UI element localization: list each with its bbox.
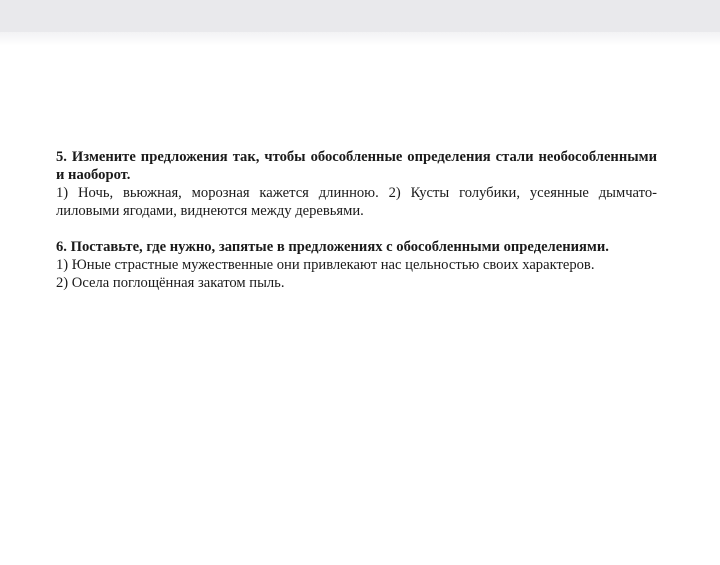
- task-6-sentence-1: 1) Юные страстные мужественные они привлекают нас цельностью своих характеров.: [56, 257, 595, 273]
- task-6-heading: 6. Поставьте, где нужно, запятые в предложениях с обособленными определениями.: [56, 239, 609, 255]
- task-5-sentences: 1) Ночь, вьюжная, морозная кажется длинною. 2) Кусты голубики, усеянные дымчато-лиловыми ягодами, виднеются между деревьями.: [56, 185, 657, 219]
- task-6-sentence-2: 2) Осела поглощённая закатом пыль.: [56, 275, 285, 291]
- document-page: [56, 148, 657, 292]
- viewer-top-bar: [0, 0, 720, 32]
- viewer-top-bar-shadow: [0, 32, 720, 46]
- task-5: [56, 148, 657, 220]
- task-6: [56, 238, 657, 292]
- task-5-heading: 5. Измените предложения так, чтобы обособленные определения стали необособленными и наоборот.: [56, 149, 657, 183]
